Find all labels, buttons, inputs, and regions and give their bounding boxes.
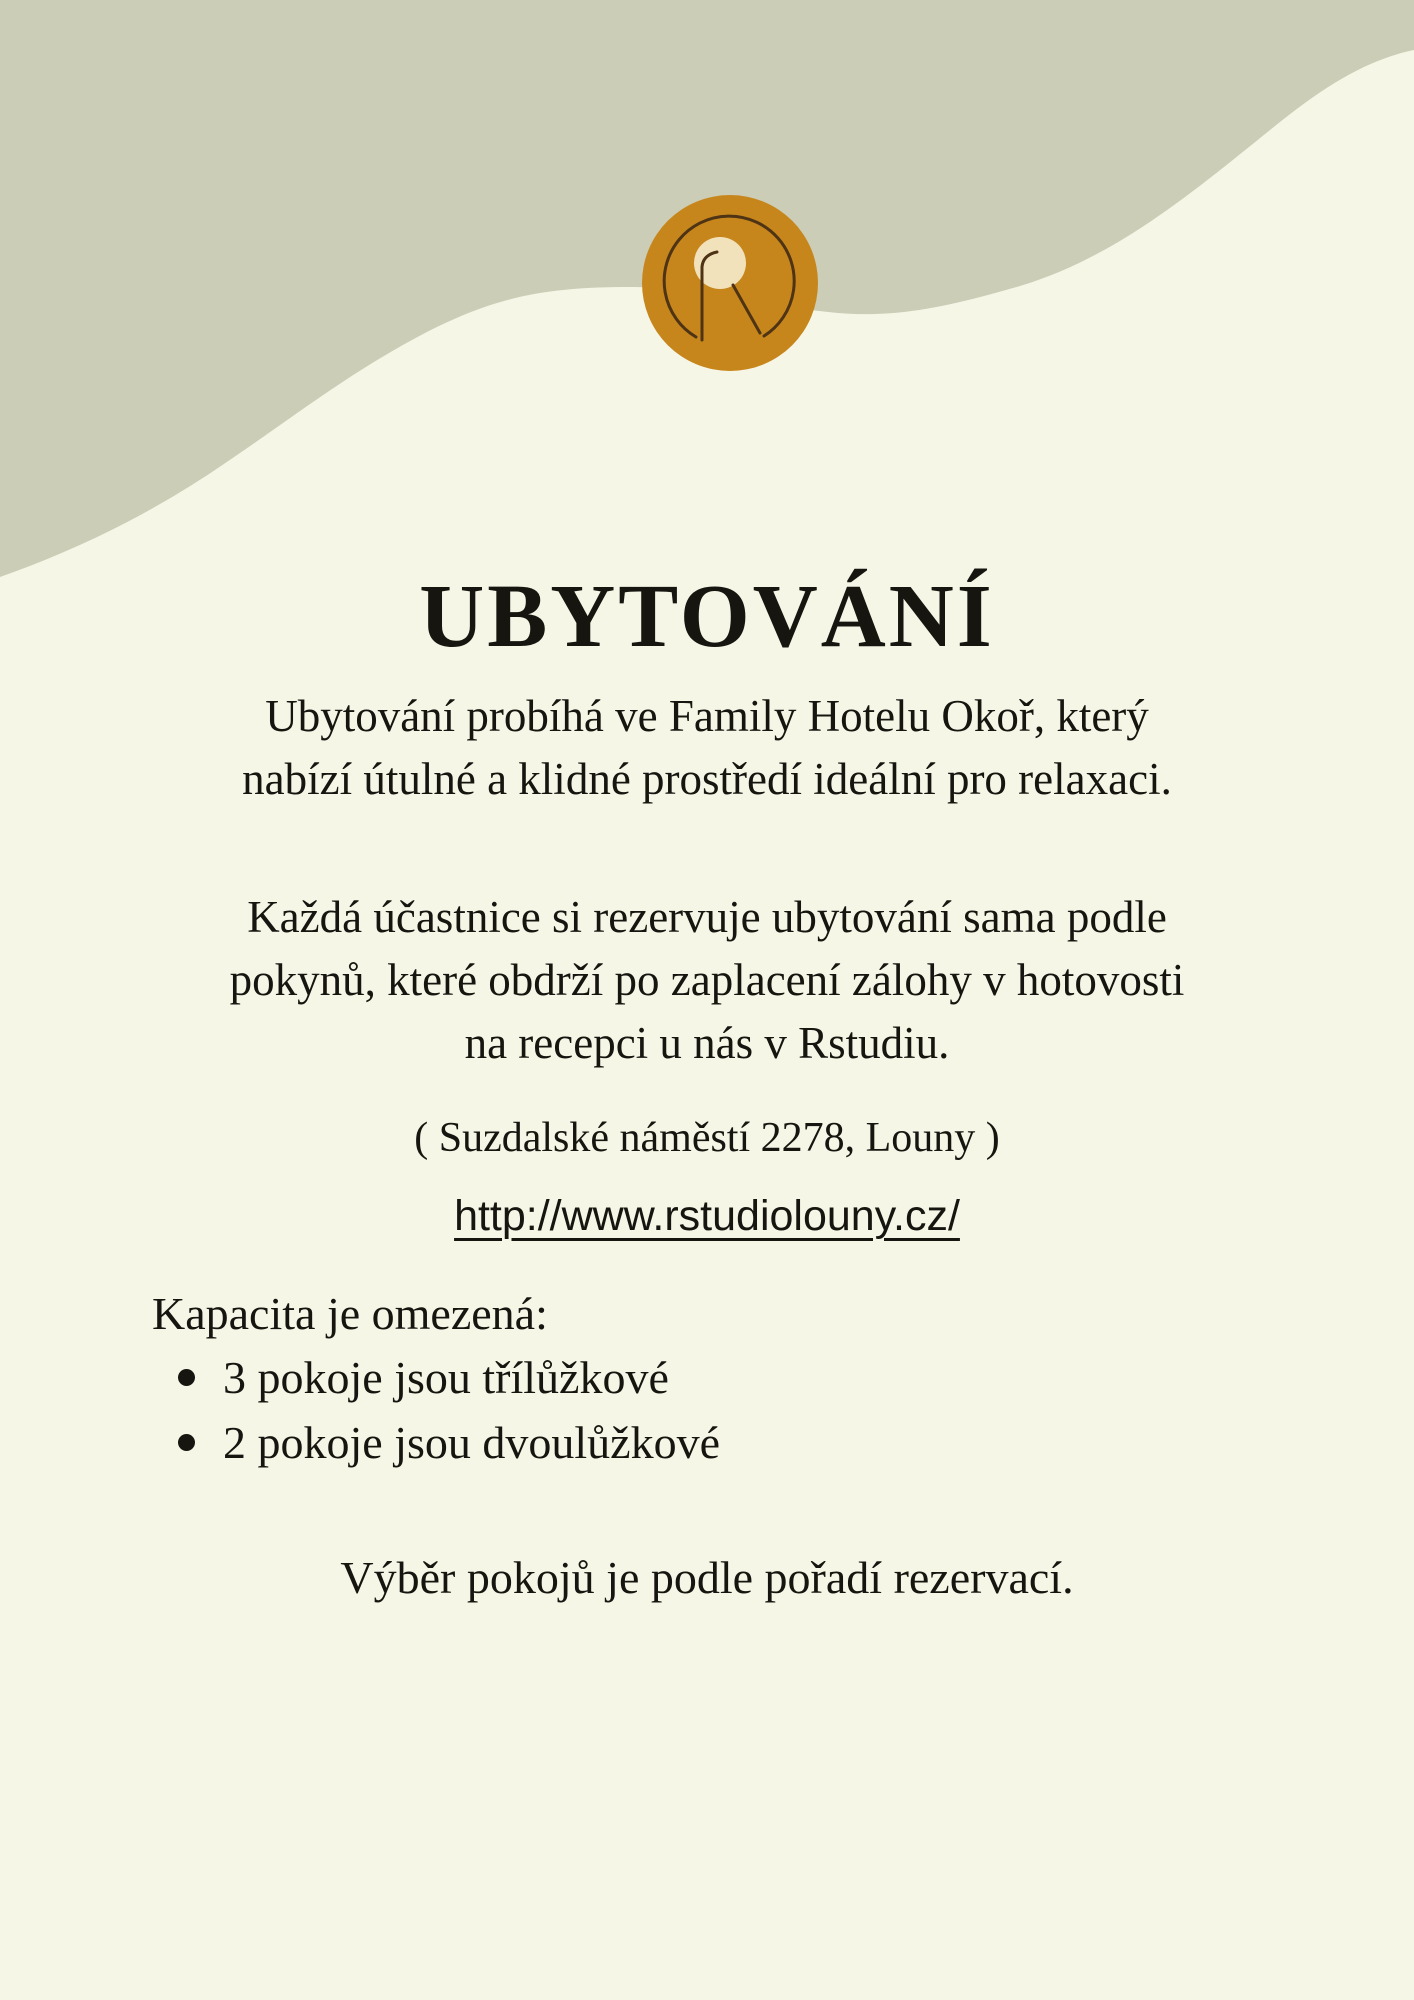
capacity-item-label: 2 pokoje jsou dvoulůžkové xyxy=(223,1417,720,1468)
capacity-list xyxy=(152,1345,720,1475)
intro-line-2: nabízí útulné a klidné prostředí ideální pro relaxaci. xyxy=(242,754,1172,804)
list-item xyxy=(152,1410,720,1475)
website-link[interactable]: http://www.rstudiolouny.cz/ xyxy=(454,1192,960,1240)
booking-line-1: Každá účastnice si rezervuje ubytování sama podle xyxy=(247,892,1167,942)
capacity-section xyxy=(152,1283,720,1475)
list-item xyxy=(152,1345,720,1410)
capacity-heading: Kapacita je omezená: xyxy=(152,1288,548,1339)
bullet-icon xyxy=(178,1369,195,1386)
booking-paragraph xyxy=(0,886,1414,1075)
address-line: ( Suzdalské náměstí 2278, Louny ) xyxy=(414,1115,1000,1161)
intro-paragraph xyxy=(0,685,1414,811)
booking-line-3: na recepci u nás v Rstudiu. xyxy=(464,1018,950,1068)
intro-line-1: Ubytování probíhá ve Family Hotelu Okoř, který xyxy=(265,691,1149,741)
page-title: UBYTOVÁNÍ xyxy=(419,567,995,667)
capacity-item-label: 3 pokoje jsou třílůžkové xyxy=(223,1352,669,1403)
footer-note: Výběr pokojů je podle pořadí rezervací. xyxy=(340,1552,1074,1603)
rstudio-logo-icon xyxy=(642,195,818,371)
url-row xyxy=(0,1185,1414,1248)
booking-line-2: pokynů, které obdrží po zaplacení zálohy v hotovosti xyxy=(229,955,1185,1005)
bullet-icon xyxy=(178,1434,195,1451)
